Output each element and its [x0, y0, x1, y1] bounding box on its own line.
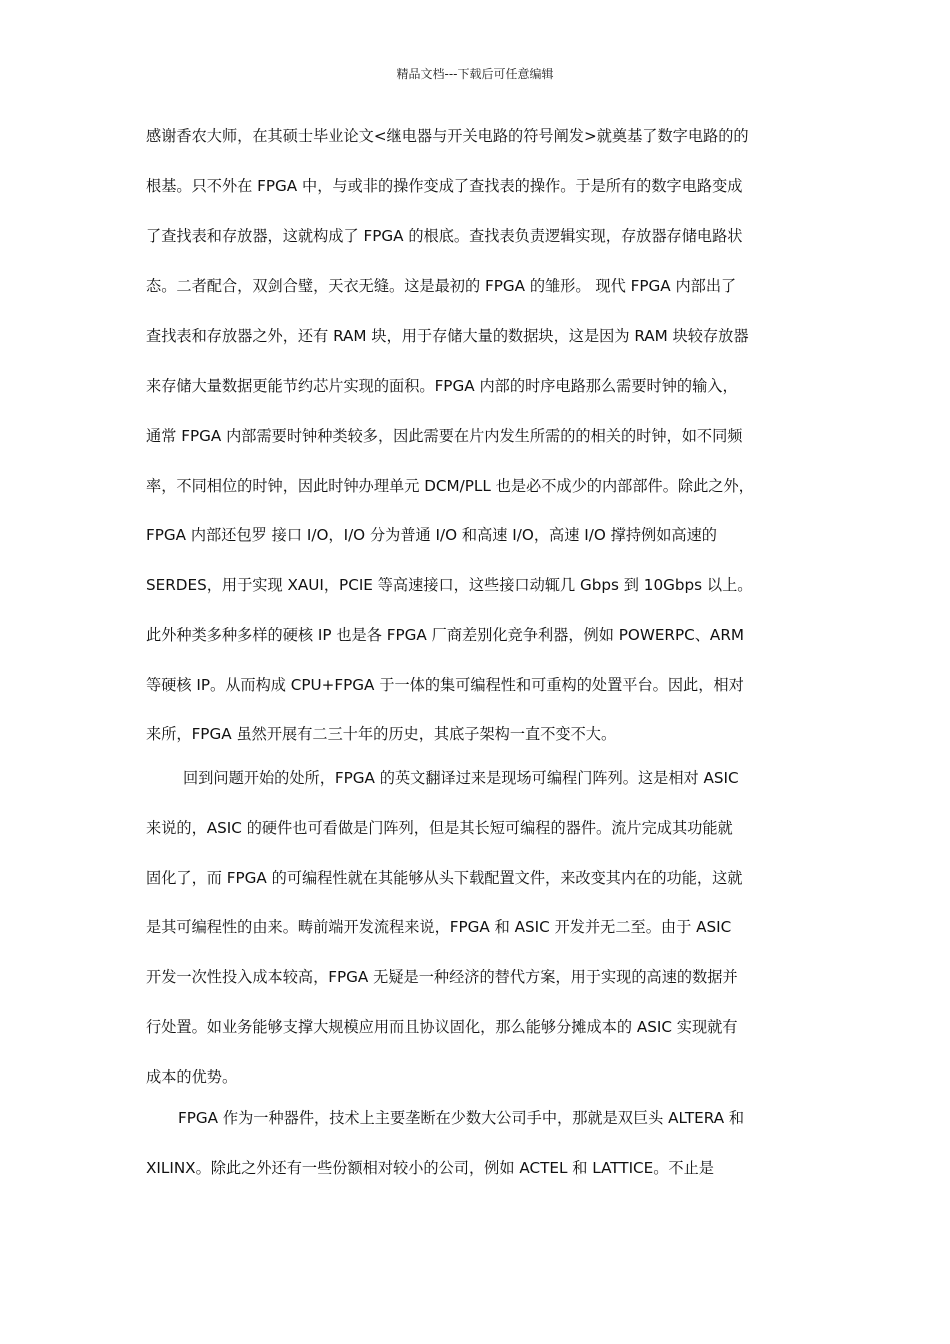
- body-line: 来所，FPGA 虽然开展有二三十年的历史，其底子架构一直不变不大。: [146, 725, 617, 743]
- body-line: FPGA 内部还包罗 接口 I/O，I/O 分为普通 I/O 和高速 I/O，高速 I/O 撑持例如高速的: [146, 526, 717, 544]
- body-line: 态。二者配合，双剑合璧，天衣无缝。这是最初的 FPGA 的雏形。 现代 FPGA 内部出了: [146, 277, 737, 295]
- body-line: 是其可编程性的由来。畴前端开发流程来说，FPGA 和 ASIC 开发并无二至。由于 ASIC: [146, 918, 732, 936]
- body-line: 感谢香农大师，在其硕士毕业论文<继电器与开关电路的符号阐发>就奠基了数字电路的的: [146, 127, 749, 145]
- body-line: 固化了，而 FPGA 的可编程性就在其能够从头下载配置文件，来改变其内在的功能，这就: [146, 869, 743, 887]
- body-line: 率，不同相位的时钟，因此时钟办理单元 DCM/PLL 也是必不成少的内部部件。除此之外，: [146, 477, 754, 495]
- paragraph-first-line: FPGA 作为一种器件，技术上主要垄断在少数大公司手中，那就是双巨头 ALTERA 和: [178, 1109, 745, 1127]
- body-line: XILINX。除此之外还有一些份额相对较小的公司，例如 ACTEL 和 LATTICE。不止是: [146, 1159, 714, 1177]
- body-line: 成本的优势。: [146, 1068, 238, 1086]
- body-line: SERDES，用于实现 XAUI，PCIE 等高速接口，这些接口动辄几 Gbps 到 10Gbps 以上。: [146, 576, 753, 594]
- body-line: 开发一次性投入成本较高，FPGA 无疑是一种经济的替代方案，用于实现的高速的数据并: [146, 968, 738, 986]
- body-line: 根基。只不外在 FPGA 中，与或非的操作变成了查找表的操作。于是所有的数字电路变成: [146, 177, 743, 195]
- body-line: 了查找表和存放器，这就构成了 FPGA 的根底。查找表负责逻辑实现，存放器存储电路状: [146, 227, 743, 245]
- body-line: 来说的，ASIC 的硬件也可看做是门阵列，但是其长短可编程的器件。流片完成其功能就: [146, 819, 733, 837]
- body-line: 查找表和存放器之外，还有 RAM 块，用于存储大量的数据块，这是因为 RAM 块较存放器: [146, 327, 749, 345]
- body-line: 行处置。如业务能够支撑大规模应用而且协议固化，那么能够分摊成本的 ASIC 实现就有: [146, 1018, 738, 1036]
- body-line: 通常 FPGA 内部需要时钟种类较多，因此需要在片内发生所需的的相关的时钟，如不同频: [146, 427, 743, 445]
- page-header: 精品文档---下载后可任意编辑: [396, 67, 554, 81]
- body-line: 等硬核 IP。从而构成 CPU+FPGA 于一体的集可编程性和可重构的处置平台。因此，相对: [146, 676, 744, 694]
- body-line: 来存储大量数据更能节约芯片实现的面积。FPGA 内部的时序电路那么需要时钟的输入，: [146, 377, 738, 395]
- paragraph-first-line: 回到问题开始的处所，FPGA 的英文翻译过来是现场可编程门阵列。这是相对 ASIC: [183, 769, 739, 787]
- body-line: 此外种类多种多样的硬核 IP 也是各 FPGA 厂商差别化竞争利器，例如 POWERPC、ARM: [146, 626, 744, 644]
